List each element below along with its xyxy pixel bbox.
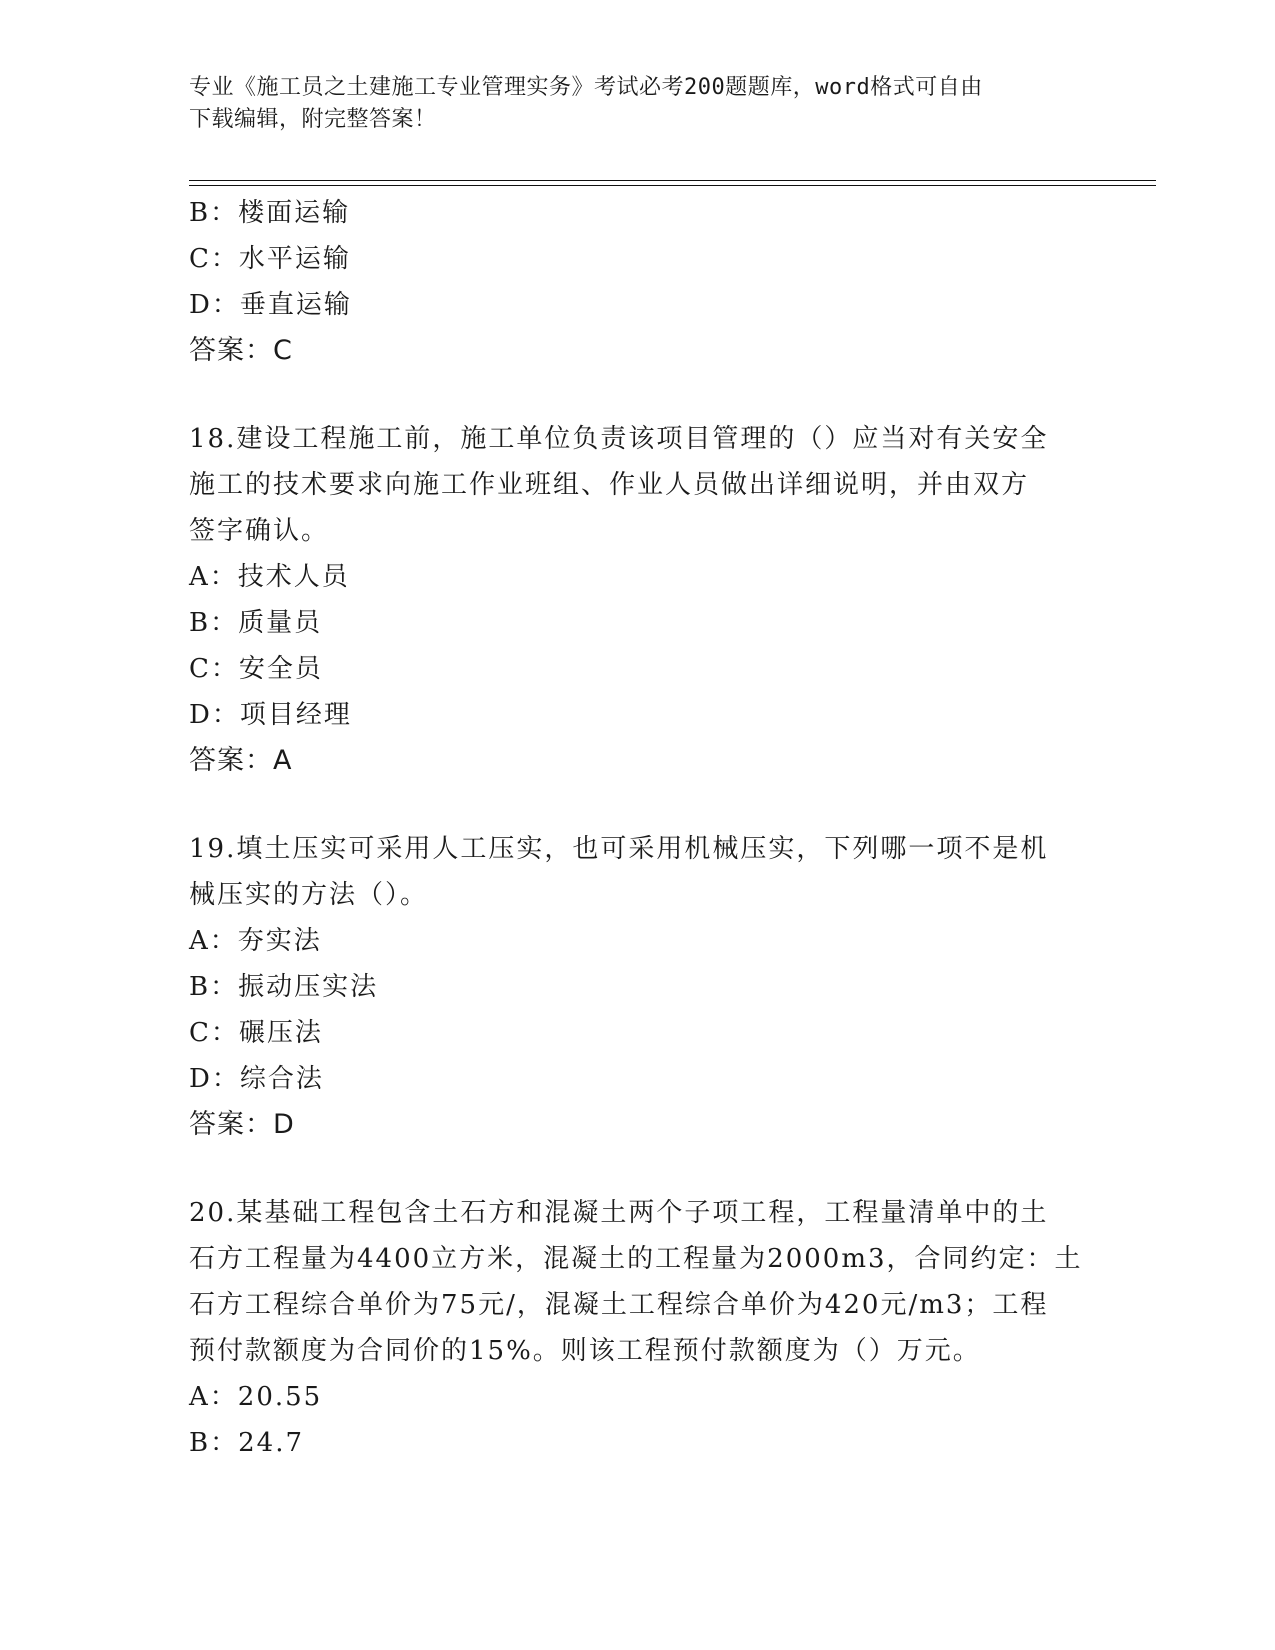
question-stem-line: 18.建设工程施工前，施工单位负责该项目管理的（）应当对有关安全	[189, 424, 1049, 454]
question-stem-line: 械压实的方法（）。	[189, 880, 429, 910]
answer-line: 答案：A	[189, 745, 293, 776]
option-b: B：24.7	[189, 1428, 304, 1458]
question-stem-line: 签字确认。	[189, 516, 330, 546]
question-list	[189, 190, 1083, 1466]
question-stem-line: 施工的技术要求向施工作业班组、作业人员做出详细说明，并由双方	[189, 470, 1030, 500]
document-header	[189, 72, 1069, 136]
header-line-1: 专业《施工员之土建施工专业管理实务》考试必考200题题库，word格式可自由	[189, 75, 983, 100]
question-17-continued	[189, 190, 1079, 374]
option-d: D：综合法	[189, 1064, 324, 1094]
option-a: A：技术人员	[189, 562, 350, 592]
answer-line: 答案：D	[189, 1109, 295, 1140]
option-d: D：项目经理	[189, 700, 352, 730]
option-b: B：质量员	[189, 608, 323, 638]
question-stem-line: 石方工程量为4400立方米，混凝土的工程量为2000m3，合同约定：土	[189, 1244, 1083, 1274]
option-c: C：安全员	[189, 654, 323, 684]
question-stem-line: 预付款额度为合同价的15%。则该工程预付款额度为（）万元。	[189, 1336, 981, 1366]
answer-line: 答案：C	[189, 335, 293, 366]
option-c: C：碾压法	[189, 1018, 323, 1048]
option-c: C：水平运输	[189, 244, 351, 274]
question-19	[189, 826, 1079, 1148]
option-d: D：垂直运输	[189, 290, 352, 320]
question-20	[189, 1190, 1083, 1466]
question-18	[189, 416, 1079, 784]
question-stem-line: 20.某基础工程包含土石方和混凝土两个子项工程，工程量清单中的土	[189, 1198, 1049, 1228]
header-divider-bottom	[189, 185, 1156, 186]
question-stem-line: 石方工程综合单价为75元/，混凝土工程综合单价为420元/m3；工程	[189, 1290, 1049, 1320]
option-a: A：夯实法	[189, 926, 322, 956]
header-divider-top	[189, 180, 1156, 181]
option-b: B：楼面运输	[189, 198, 351, 228]
question-stem-line: 19.填土压实可采用人工压实，也可采用机械压实，下列哪一项不是机	[189, 834, 1049, 864]
option-a: A：20.55	[189, 1382, 323, 1412]
header-line-2: 下载编辑，附完整答案！	[189, 107, 437, 132]
option-b: B：振动压实法	[189, 972, 379, 1002]
